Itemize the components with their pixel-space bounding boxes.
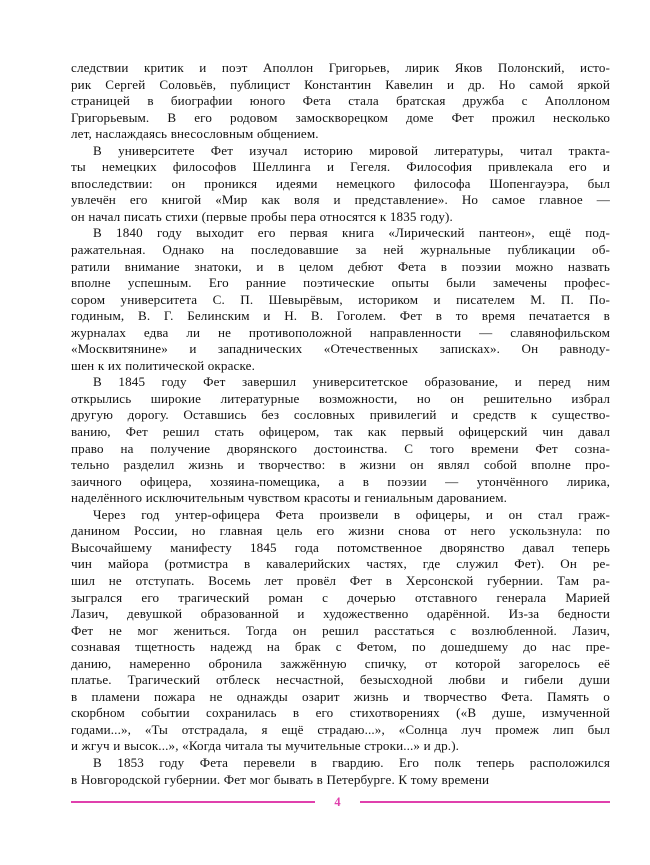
text-line xyxy=(71,407,610,424)
text-line-content: «Москвитянине» и западнических «Отечественных записках». Он равноду- xyxy=(71,341,610,357)
text-line-content: лет, наслаждаясь внесословным общением. xyxy=(71,126,319,142)
text-line xyxy=(71,722,610,739)
page-body-text xyxy=(71,60,610,788)
text-line xyxy=(71,772,610,789)
text-line xyxy=(71,755,610,772)
text-line-content: ванию, Фет решил стать офицером, так как первый офицерский чин давал xyxy=(71,424,610,440)
text-line-content: Высочайшему манифесту 1845 года потомственное дворянство давал теперь xyxy=(71,539,610,555)
text-line-content: ратили внимание знатоки, и в целом дебют Фета в поэзии можно назвать xyxy=(71,258,610,274)
text-line xyxy=(71,60,610,77)
page-number: 4 xyxy=(334,795,341,809)
text-line xyxy=(71,192,610,209)
footer-rule-right xyxy=(360,801,610,803)
text-line xyxy=(71,275,610,292)
text-line xyxy=(71,374,610,391)
text-line-content: страницей в биографии юного Фета стала братская дружба с Аполлоном xyxy=(71,93,610,109)
text-line-content: В 1853 году Фета перевели в гвардию. Его полк теперь расположился xyxy=(93,754,610,770)
text-line xyxy=(71,308,610,325)
text-line-content: вполне успешным. Его ранние поэтические опыты были замечены профес- xyxy=(71,275,610,291)
text-line-content: другую дорогу. Оставшись без сословных привилегий и средств к существо- xyxy=(71,407,610,423)
text-line xyxy=(71,573,610,590)
text-line-content: В 1845 году Фет завершил университетское образование, и перед ним xyxy=(93,374,610,390)
text-line-content: данию, намеренно обронила зажжённую спичку, от которой загорелось её xyxy=(71,655,610,671)
text-line-content: право на получение дворянского достоинства. С того времени Фет созна- xyxy=(71,440,610,456)
text-line-content: открылись широкие литературные возможности, но он решительно избрал xyxy=(71,390,610,406)
text-line xyxy=(71,77,610,94)
text-line xyxy=(71,738,610,755)
text-line xyxy=(71,656,610,673)
text-line xyxy=(71,176,610,193)
paragraph xyxy=(71,755,610,788)
text-line xyxy=(71,474,610,491)
text-line-content: годами...», «Ты отстрадала, я ещё страдаю...», «Солнца луч промеж лип был xyxy=(71,721,610,737)
text-line xyxy=(71,705,610,722)
text-line xyxy=(71,590,610,607)
text-line-content: годиным, В. Г. Белинским и Н. В. Гоголем. Фет в то время печатается в xyxy=(71,308,610,324)
text-line-content: впоследствии: он проникся идеями немецкого философа Шопенгауэра, был xyxy=(71,175,610,191)
paragraph xyxy=(71,507,610,755)
text-line xyxy=(71,507,610,524)
text-line-content: Григорьевым. В его родовом замоскворецком доме Фет прожил несколько xyxy=(71,109,610,125)
text-line-content: увлечён его книгой «Мир как воля и представление». Но самое главное — xyxy=(71,192,610,208)
text-line xyxy=(71,259,610,276)
text-line-content: шил не отступать. Восемь лет провёл Фет в Херсонской губернии. Там ра- xyxy=(71,572,610,588)
text-line-content: сознавая тщетность надежд на брак с Фетом, по дошедшему до нас пре- xyxy=(71,639,610,655)
text-line xyxy=(71,540,610,557)
text-line-content: и жгуч и высок...», «Когда читала ты мучительные строки...» и др.). xyxy=(71,738,460,754)
text-line xyxy=(71,556,610,573)
text-line-content: следствии критик и поэт Аполлон Григорьев, лирик Яков Полонский, исто- xyxy=(71,60,610,75)
text-line xyxy=(71,672,610,689)
text-line-content: В 1840 году выходит его первая книга «Лирический пантеон», ещё под- xyxy=(93,225,610,241)
paragraph xyxy=(71,143,610,226)
text-line-content: платье. Трагический отблеск несчастной, безысходной любви и гибели души xyxy=(71,672,610,688)
paragraph xyxy=(71,374,610,506)
text-line-content: данином России, но главная цель его жизни снова от него ускользнула: по xyxy=(71,523,610,539)
text-line-content: В университете Фет изучал историю мировой литературы, читал тракта- xyxy=(93,142,610,158)
text-line xyxy=(71,325,610,342)
text-line xyxy=(71,242,610,259)
text-line-content: Фет не мог жениться. Тогда он решил расстаться с возлюбленной. Лазич, xyxy=(71,622,610,638)
paragraph xyxy=(71,60,610,143)
text-line-content: рик Сергей Соловьёв, публицист Константин Кавелин и др. Но самой яркой xyxy=(71,76,610,92)
text-line-content: ты немецких философов Шеллинга и Гегеля. Философия привлекала его и xyxy=(71,159,610,175)
text-line-content: Лазич, девушкой образованной и художественно одарённой. Из-за бедности xyxy=(71,606,610,622)
text-line xyxy=(71,606,610,623)
paragraph xyxy=(71,225,610,374)
text-line-content: в пламени пожара не однажды озарит жизнь и творчество Фета. Память о xyxy=(71,688,610,704)
text-line xyxy=(71,523,610,540)
text-line xyxy=(71,341,610,358)
text-line xyxy=(71,358,610,375)
text-line-content: тельно разделил жизнь и творчество: в жизни он являл собой вполне про- xyxy=(71,457,610,473)
text-line xyxy=(71,93,610,110)
text-line xyxy=(71,292,610,309)
text-line-content: ражательная. Однако на последовавшие за ней журнальные публикации об- xyxy=(71,242,610,258)
text-line-content: зыгрался его трагический роман с дочерью отставного генерала Марией xyxy=(71,589,610,605)
text-line-content: чин майора (ротмистра в кавалерийских частях, где служил Фет). Он ре- xyxy=(71,556,610,572)
text-line-content: в Новгородской губернии. Фет мог бывать в Петербурге. К тому времени xyxy=(71,771,490,787)
text-line xyxy=(71,689,610,706)
text-line xyxy=(71,623,610,640)
text-line xyxy=(71,225,610,242)
page-footer xyxy=(0,793,650,815)
text-line-content: шен к их политической окраске. xyxy=(71,357,256,373)
text-line xyxy=(71,639,610,656)
text-line xyxy=(71,441,610,458)
text-line xyxy=(71,490,610,507)
text-line-content: журналах едва ли не противоположной направленности — славянофильском xyxy=(71,324,610,340)
text-line-content: сором университета С. П. Шевырёвым, историком и писателем М. П. По- xyxy=(71,291,610,307)
text-line-content: заичного офицера, хозяина-помещика, а в поэзии — утончённого лирика, xyxy=(71,473,610,489)
text-line xyxy=(71,424,610,441)
text-line xyxy=(71,110,610,127)
text-line-content: наделённого исключительным чувством красоты и гениальным дарованием. xyxy=(71,490,508,506)
text-line xyxy=(71,126,610,143)
text-line xyxy=(71,457,610,474)
text-line-content: он начал писать стихи (первые пробы пера относятся к 1835 году). xyxy=(71,208,453,224)
text-line xyxy=(71,391,610,408)
footer-rule-left xyxy=(71,801,315,803)
text-line xyxy=(71,143,610,160)
text-line-content: скорбном событии сохранилась в его стихотворениях («В душе, измученной xyxy=(71,705,610,721)
text-line xyxy=(71,209,610,226)
text-line xyxy=(71,159,610,176)
text-line-content: Через год унтер-офицера Фета произвели в офицеры, и он стал граж- xyxy=(93,506,610,522)
